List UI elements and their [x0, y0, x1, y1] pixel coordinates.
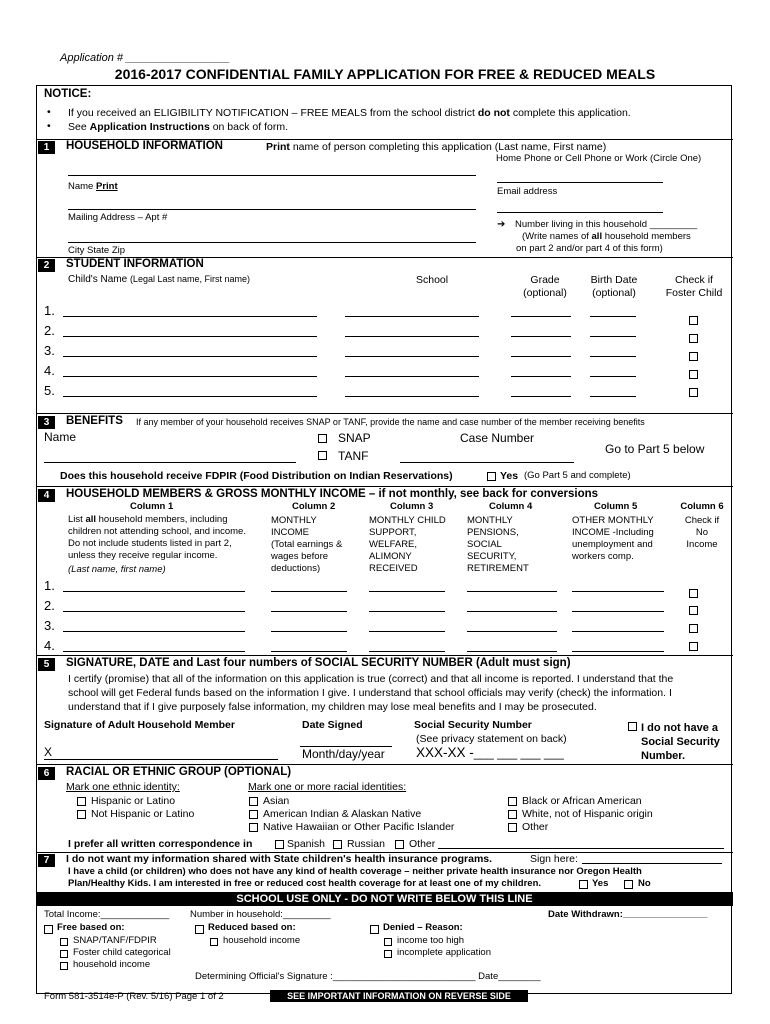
health-no-checkbox[interactable]	[624, 880, 633, 889]
application-number: Application # _________________	[60, 52, 231, 64]
correspondence-label: I prefer all written correspondence in	[68, 838, 253, 850]
student-school-line[interactable]	[345, 356, 479, 357]
health-no-label: No	[638, 878, 651, 889]
foster-checkbox[interactable]	[689, 334, 698, 343]
no-income-checkbox[interactable]	[689, 642, 698, 651]
phone-label: Home Phone or Cell Phone or Work (Circle One)	[496, 153, 702, 164]
column-1-desc-4: unless they receive regular income.	[68, 550, 218, 561]
section-3-title: BENEFITS	[66, 415, 123, 427]
foster-categorical-checkbox[interactable]	[60, 950, 68, 958]
free-based-label: Free based on:	[57, 922, 125, 933]
income-col2-line[interactable]	[271, 591, 347, 592]
incomplete-application-checkbox[interactable]	[384, 950, 392, 958]
section-1-title: HOUSEHOLD INFORMATION	[66, 140, 223, 152]
asian-checkbox[interactable]	[249, 797, 258, 806]
section-1-number: 1	[38, 141, 55, 154]
native-hawaiian-label: Native Hawaiian or Other Pacific Islander	[263, 821, 455, 833]
member-name-line[interactable]	[63, 651, 245, 652]
student-school-line[interactable]	[345, 316, 479, 317]
student-name-line[interactable]	[63, 316, 317, 317]
free-based-checkbox[interactable]	[44, 925, 53, 934]
column-3-line: MONTHLY CHILD	[369, 515, 446, 526]
income-col2-line[interactable]	[271, 611, 347, 612]
other-language-checkbox[interactable]	[395, 840, 404, 849]
column-2-header: Column 2	[292, 501, 336, 512]
free-household-income-label: household income	[73, 959, 151, 970]
racial-label: Mark one or more racial identities:	[248, 781, 407, 793]
certify-text-3: understand that if I give purposely false information, my children may lose meal benefits and I may be prosecuted.	[68, 701, 597, 713]
ssn-label: Social Security Number	[414, 719, 532, 731]
income-col3-line[interactable]	[369, 611, 445, 612]
form-number: Form 581-3514e-P (Rev. 5/16) Page 1 of 2	[44, 991, 224, 1002]
column-1-desc-3: Do not include students listed in part 2,	[68, 538, 232, 549]
student-grade-line[interactable]	[511, 356, 571, 357]
income-col3-line[interactable]	[369, 631, 445, 632]
email-line[interactable]	[497, 212, 663, 213]
household-row-number: 2.	[44, 598, 55, 613]
student-grade-line[interactable]	[511, 336, 571, 337]
student-grade-line[interactable]	[511, 316, 571, 317]
notice-label: NOTICE:	[44, 88, 92, 100]
income-col4-line[interactable]	[467, 651, 557, 652]
sign-here-label: Sign here:	[530, 853, 578, 865]
household-row-number: 4.	[44, 638, 55, 653]
student-birth-line[interactable]	[590, 376, 636, 377]
other-race-checkbox[interactable]	[508, 823, 517, 832]
reduced-household-income-label: household income	[223, 935, 301, 946]
column-6-header: Column 6	[680, 501, 724, 512]
student-birth-line[interactable]	[590, 316, 636, 317]
student-name-line[interactable]	[63, 376, 317, 377]
column-5-line: INCOME -Including	[572, 527, 654, 538]
fdpir-yes-label: Yes	[500, 470, 519, 482]
student-name-line[interactable]	[63, 356, 317, 357]
column-3-line: SUPPORT,	[369, 527, 417, 538]
section-divider	[36, 486, 733, 487]
spanish-label: Spanish	[287, 838, 325, 850]
denied-checkbox[interactable]	[370, 925, 379, 934]
column-4-line: SOCIAL	[467, 539, 502, 550]
column-2-line: wages before	[271, 551, 329, 562]
income-too-high-checkbox[interactable]	[384, 938, 392, 946]
form-title: 2016-2017 CONFIDENTIAL FAMILY APPLICATION FOR FREE & REDUCED MEALS	[114, 66, 656, 82]
total-income-field[interactable]: Total Income:_____________	[44, 909, 170, 920]
no-ssn-label-2: Social Security	[641, 736, 720, 748]
section-3-number: 3	[38, 416, 55, 429]
section-6-title: RACIAL OR ETHNIC GROUP (OPTIONAL)	[66, 766, 292, 778]
household-row-number: 1.	[44, 578, 55, 593]
student-birth-line[interactable]	[590, 396, 636, 397]
native-hawaiian-checkbox[interactable]	[249, 823, 258, 832]
reduced-based-checkbox[interactable]	[195, 925, 204, 934]
income-col2-line[interactable]	[271, 631, 347, 632]
income-col5-line[interactable]	[572, 651, 664, 652]
signature-x: X	[44, 745, 53, 759]
reduced-based-label: Reduced based on:	[208, 922, 296, 933]
certify-text-1: I certify (promise) that all of the information on this application is true (correct) and that all income is reported. I understand that the	[68, 673, 674, 685]
section-2-number: 2	[38, 259, 55, 272]
fdpir-yes-checkbox[interactable]	[487, 472, 496, 481]
hispanic-label: Hispanic or Latino	[91, 795, 176, 807]
student-school-line[interactable]	[345, 376, 479, 377]
column-3-line: RECEIVED	[369, 563, 418, 574]
no-income-checkbox[interactable]	[689, 589, 698, 598]
income-col4-line[interactable]	[467, 631, 557, 632]
column-2-line: MONTHLY	[271, 515, 317, 526]
goto-part-5: Go to Part 5 below	[605, 442, 705, 456]
name-print-label: Name Print	[68, 181, 118, 192]
other-language-line[interactable]	[438, 848, 724, 849]
snap-label: SNAP	[338, 431, 371, 445]
arrow-icon: ➔	[497, 219, 506, 230]
section-7-number: 7	[38, 854, 55, 867]
american-indian-checkbox[interactable]	[249, 810, 258, 819]
student-row-number: 3.	[44, 343, 55, 358]
signature-label: Signature of Adult Household Member	[44, 719, 235, 731]
benefits-name-line[interactable]	[44, 462, 296, 463]
school-use-banner: SCHOOL USE ONLY - DO NOT WRITE BELOW THIS LINE	[36, 892, 733, 906]
white-checkbox[interactable]	[508, 810, 517, 819]
column-1-header: Column 1	[130, 501, 174, 512]
column-6-line: Income	[686, 539, 718, 550]
hispanic-checkbox[interactable]	[77, 797, 86, 806]
school-header: School	[416, 274, 449, 286]
free-household-income-checkbox[interactable]	[60, 962, 68, 970]
notice-bullet-2: •	[47, 120, 51, 132]
student-grade-line[interactable]	[511, 376, 571, 377]
fdpir-question: Does this household receive FDPIR (Food Distribution on Indian Reservations)	[60, 470, 453, 482]
number-living-label: Number living in this household _________	[515, 219, 698, 230]
grade-header: Grade	[530, 274, 560, 286]
no-ssn-label-3: Number.	[641, 750, 686, 762]
no-ssn-checkbox[interactable]	[628, 722, 637, 731]
snap-tanf-fdpir-checkbox[interactable]	[60, 938, 68, 946]
section-6-number: 6	[38, 767, 55, 780]
spanish-checkbox[interactable]	[275, 840, 284, 849]
case-number-label: Case Number	[460, 431, 535, 445]
other-language-label: Other	[409, 838, 436, 850]
income-too-high-label: income too high	[397, 935, 465, 946]
column-3-header: Column 3	[390, 501, 434, 512]
signature-line[interactable]	[44, 759, 278, 760]
column-4-header: Column 4	[489, 501, 533, 512]
month-day-year-label: Month/day/year	[302, 747, 385, 761]
member-name-line[interactable]	[63, 631, 245, 632]
student-name-line[interactable]	[63, 396, 317, 397]
denied-label: Denied – Reason:	[383, 922, 463, 933]
city-line[interactable]	[68, 242, 476, 243]
student-row-number: 1.	[44, 303, 55, 318]
income-col5-line[interactable]	[572, 591, 664, 592]
income-col2-line[interactable]	[271, 651, 347, 652]
snap-checkbox[interactable]	[318, 434, 327, 443]
column-5-line: unemployment and	[572, 539, 653, 550]
birth-date-header: Birth Date	[590, 274, 638, 286]
section-4-title: HOUSEHOLD MEMBERS & GROSS MONTHLY INCOME – if not monthly, see back for conversions	[66, 488, 599, 500]
column-5-line: OTHER MONTHLY	[572, 515, 654, 526]
column-1-desc-2: children not attending school, and income.	[68, 526, 246, 537]
sign-here-line[interactable]	[582, 863, 722, 864]
health-coverage-line-2: Plan/Healthy Kids. I am interested in free or reduced cost health coverage for at least one of my children.	[68, 878, 542, 889]
column-5-desc	[572, 515, 654, 563]
tanf-label: TANF	[338, 449, 369, 463]
no-ssn-label-1: I do not have a	[641, 722, 719, 734]
section-2-title: STUDENT INFORMATION	[66, 258, 204, 270]
number-in-household-field[interactable]: Number in household:_________	[190, 909, 331, 920]
no-income-checkbox[interactable]	[689, 606, 698, 615]
column-2-line: INCOME	[271, 527, 309, 538]
name-line[interactable]	[68, 175, 476, 176]
phone-line[interactable]	[497, 182, 663, 183]
student-name-line[interactable]	[63, 336, 317, 337]
column-3-line: WELFARE,	[369, 539, 418, 550]
column-4-line: PENSIONS,	[467, 527, 519, 538]
mailing-line[interactable]	[68, 209, 476, 210]
email-label: Email address	[497, 186, 558, 197]
childs-name-header: Child's Name (Legal Last name, First name)	[68, 274, 250, 285]
no-income-checkbox[interactable]	[689, 624, 698, 633]
student-grade-line[interactable]	[511, 396, 571, 397]
asian-label: Asian	[263, 795, 290, 807]
black-label: Black or African American	[522, 795, 642, 807]
benefits-name-label: Name	[44, 430, 77, 444]
income-col5-line[interactable]	[572, 631, 664, 632]
city-state-zip-label: City State Zip	[68, 245, 126, 256]
column-1-desc-1: List all household members, including	[68, 514, 228, 525]
certify-text-2: school will get Federal funds based on the information I give. I understand that school officials may verify (check) the information. I	[68, 687, 672, 699]
income-col3-line[interactable]	[369, 651, 445, 652]
household-row-number: 3.	[44, 618, 55, 633]
reduced-household-income-checkbox[interactable]	[210, 938, 218, 946]
income-col4-line[interactable]	[467, 591, 557, 592]
white-label: White, not of Hispanic origin	[522, 808, 653, 820]
section-5-title: SIGNATURE, DATE and Last four numbers of SOCIAL SECURITY NUMBER (Adult must sign)	[66, 657, 571, 669]
incomplete-application-label: incomplete application	[397, 947, 492, 958]
not-hispanic-checkbox[interactable]	[77, 810, 86, 819]
student-birth-line[interactable]	[590, 356, 636, 357]
grade-optional: (optional)	[523, 287, 567, 299]
ssn-field[interactable]: XXX-XX -___ ___ ___ ___	[416, 745, 564, 760]
income-col3-line[interactable]	[369, 591, 445, 592]
fdpir-yes-note: (Go Part 5 and complete)	[524, 470, 631, 481]
print-name-instruction: Print name of person completing this application (Last name, First name)	[266, 141, 607, 153]
not-hispanic-label: Not Hispanic or Latino	[91, 808, 195, 820]
section-7-title: I do not want my information shared with State children's health insurance programs.	[66, 853, 493, 865]
student-row-number: 5.	[44, 383, 55, 398]
american-indian-label: American Indian & Alaskan Native	[263, 808, 422, 820]
benefits-description: If any member of your household receives SNAP or TANF, provide the name and case number of the member receiving benefits	[136, 417, 645, 427]
column-3-desc	[369, 515, 446, 575]
notice-bullet-1: •	[47, 106, 51, 118]
column-2-line: deductions)	[271, 563, 321, 574]
student-school-line[interactable]	[345, 396, 479, 397]
column-6-line: No	[695, 527, 709, 538]
member-name-line[interactable]	[63, 611, 245, 612]
student-row-number: 2.	[44, 323, 55, 338]
column-2-desc	[271, 515, 342, 575]
member-name-line[interactable]	[63, 591, 245, 592]
snap-tanf-fdpir-label: SNAP/TANF/FDPIR	[73, 935, 157, 946]
section-4-number: 4	[38, 489, 55, 502]
ethnic-label: Mark one ethnic identity:	[66, 781, 180, 793]
column-4-line: MONTHLY	[467, 515, 513, 526]
foster-categorical-label: Foster child categorical	[73, 947, 171, 958]
russian-checkbox[interactable]	[333, 840, 342, 849]
russian-label: Russian	[347, 838, 385, 850]
column-4-desc	[467, 515, 529, 575]
foster-checkbox[interactable]	[689, 352, 698, 361]
health-yes-label: Yes	[592, 878, 609, 889]
write-names-note: (Write names of all household members	[522, 231, 691, 242]
foster-header-1: Check if	[675, 274, 713, 286]
foster-checkbox[interactable]	[689, 316, 698, 325]
column-4-line: RETIREMENT	[467, 563, 529, 574]
foster-checkbox[interactable]	[689, 388, 698, 397]
student-school-line[interactable]	[345, 336, 479, 337]
column-2-line: (Total earnings &	[271, 539, 343, 550]
foster-checkbox[interactable]	[689, 370, 698, 379]
health-coverage-line-1: I have a child (or children) who does not have any kind of health coverage – neither private health insurance nor Oregon Health	[68, 866, 642, 877]
official-signature-field[interactable]: Determining Official's Signature :___________________________ Date________	[195, 971, 541, 982]
foster-header-2: Foster Child	[665, 287, 723, 299]
notice-line-1: If you received an ELIGIBILITY NOTIFICATION – FREE MEALS from the school district do not complete this application.	[68, 107, 631, 119]
health-yes-checkbox[interactable]	[579, 880, 588, 889]
income-col4-line[interactable]	[467, 611, 557, 612]
column-4-line: SECURITY,	[467, 551, 517, 562]
mailing-address-label: Mailing Address – Apt #	[68, 212, 168, 223]
date-signed-label: Date Signed	[302, 719, 363, 731]
date-withdrawn-field[interactable]: Date Withdrawn:________________	[548, 909, 708, 920]
notice-line-2: See Application Instructions on back of form.	[68, 121, 288, 133]
column-6-desc	[672, 515, 732, 551]
section-divider	[36, 413, 733, 414]
column-1-desc-5: (Last name, first name)	[68, 564, 166, 575]
birth-date-optional: (optional)	[592, 287, 636, 299]
other-race-label: Other	[522, 821, 549, 833]
section-divider	[36, 655, 733, 656]
black-checkbox[interactable]	[508, 797, 517, 806]
case-number-line[interactable]	[400, 462, 574, 463]
student-row-number: 4.	[44, 363, 55, 378]
privacy-note: (See privacy statement on back)	[416, 733, 567, 745]
column-3-line: ALIMONY	[369, 551, 412, 562]
student-birth-line[interactable]	[590, 336, 636, 337]
section-5-number: 5	[38, 658, 55, 671]
section-divider	[36, 764, 733, 765]
reverse-side-banner: SEE IMPORTANT INFORMATION ON REVERSE SIDE	[270, 990, 528, 1002]
column-5-header: Column 5	[594, 501, 638, 512]
column-6-line: Check if	[684, 515, 720, 526]
income-col5-line[interactable]	[572, 611, 664, 612]
on-part-note: on part 2 and/or part 4 of this form)	[516, 243, 663, 254]
tanf-checkbox[interactable]	[318, 451, 327, 460]
column-5-line: workers comp.	[572, 551, 634, 562]
